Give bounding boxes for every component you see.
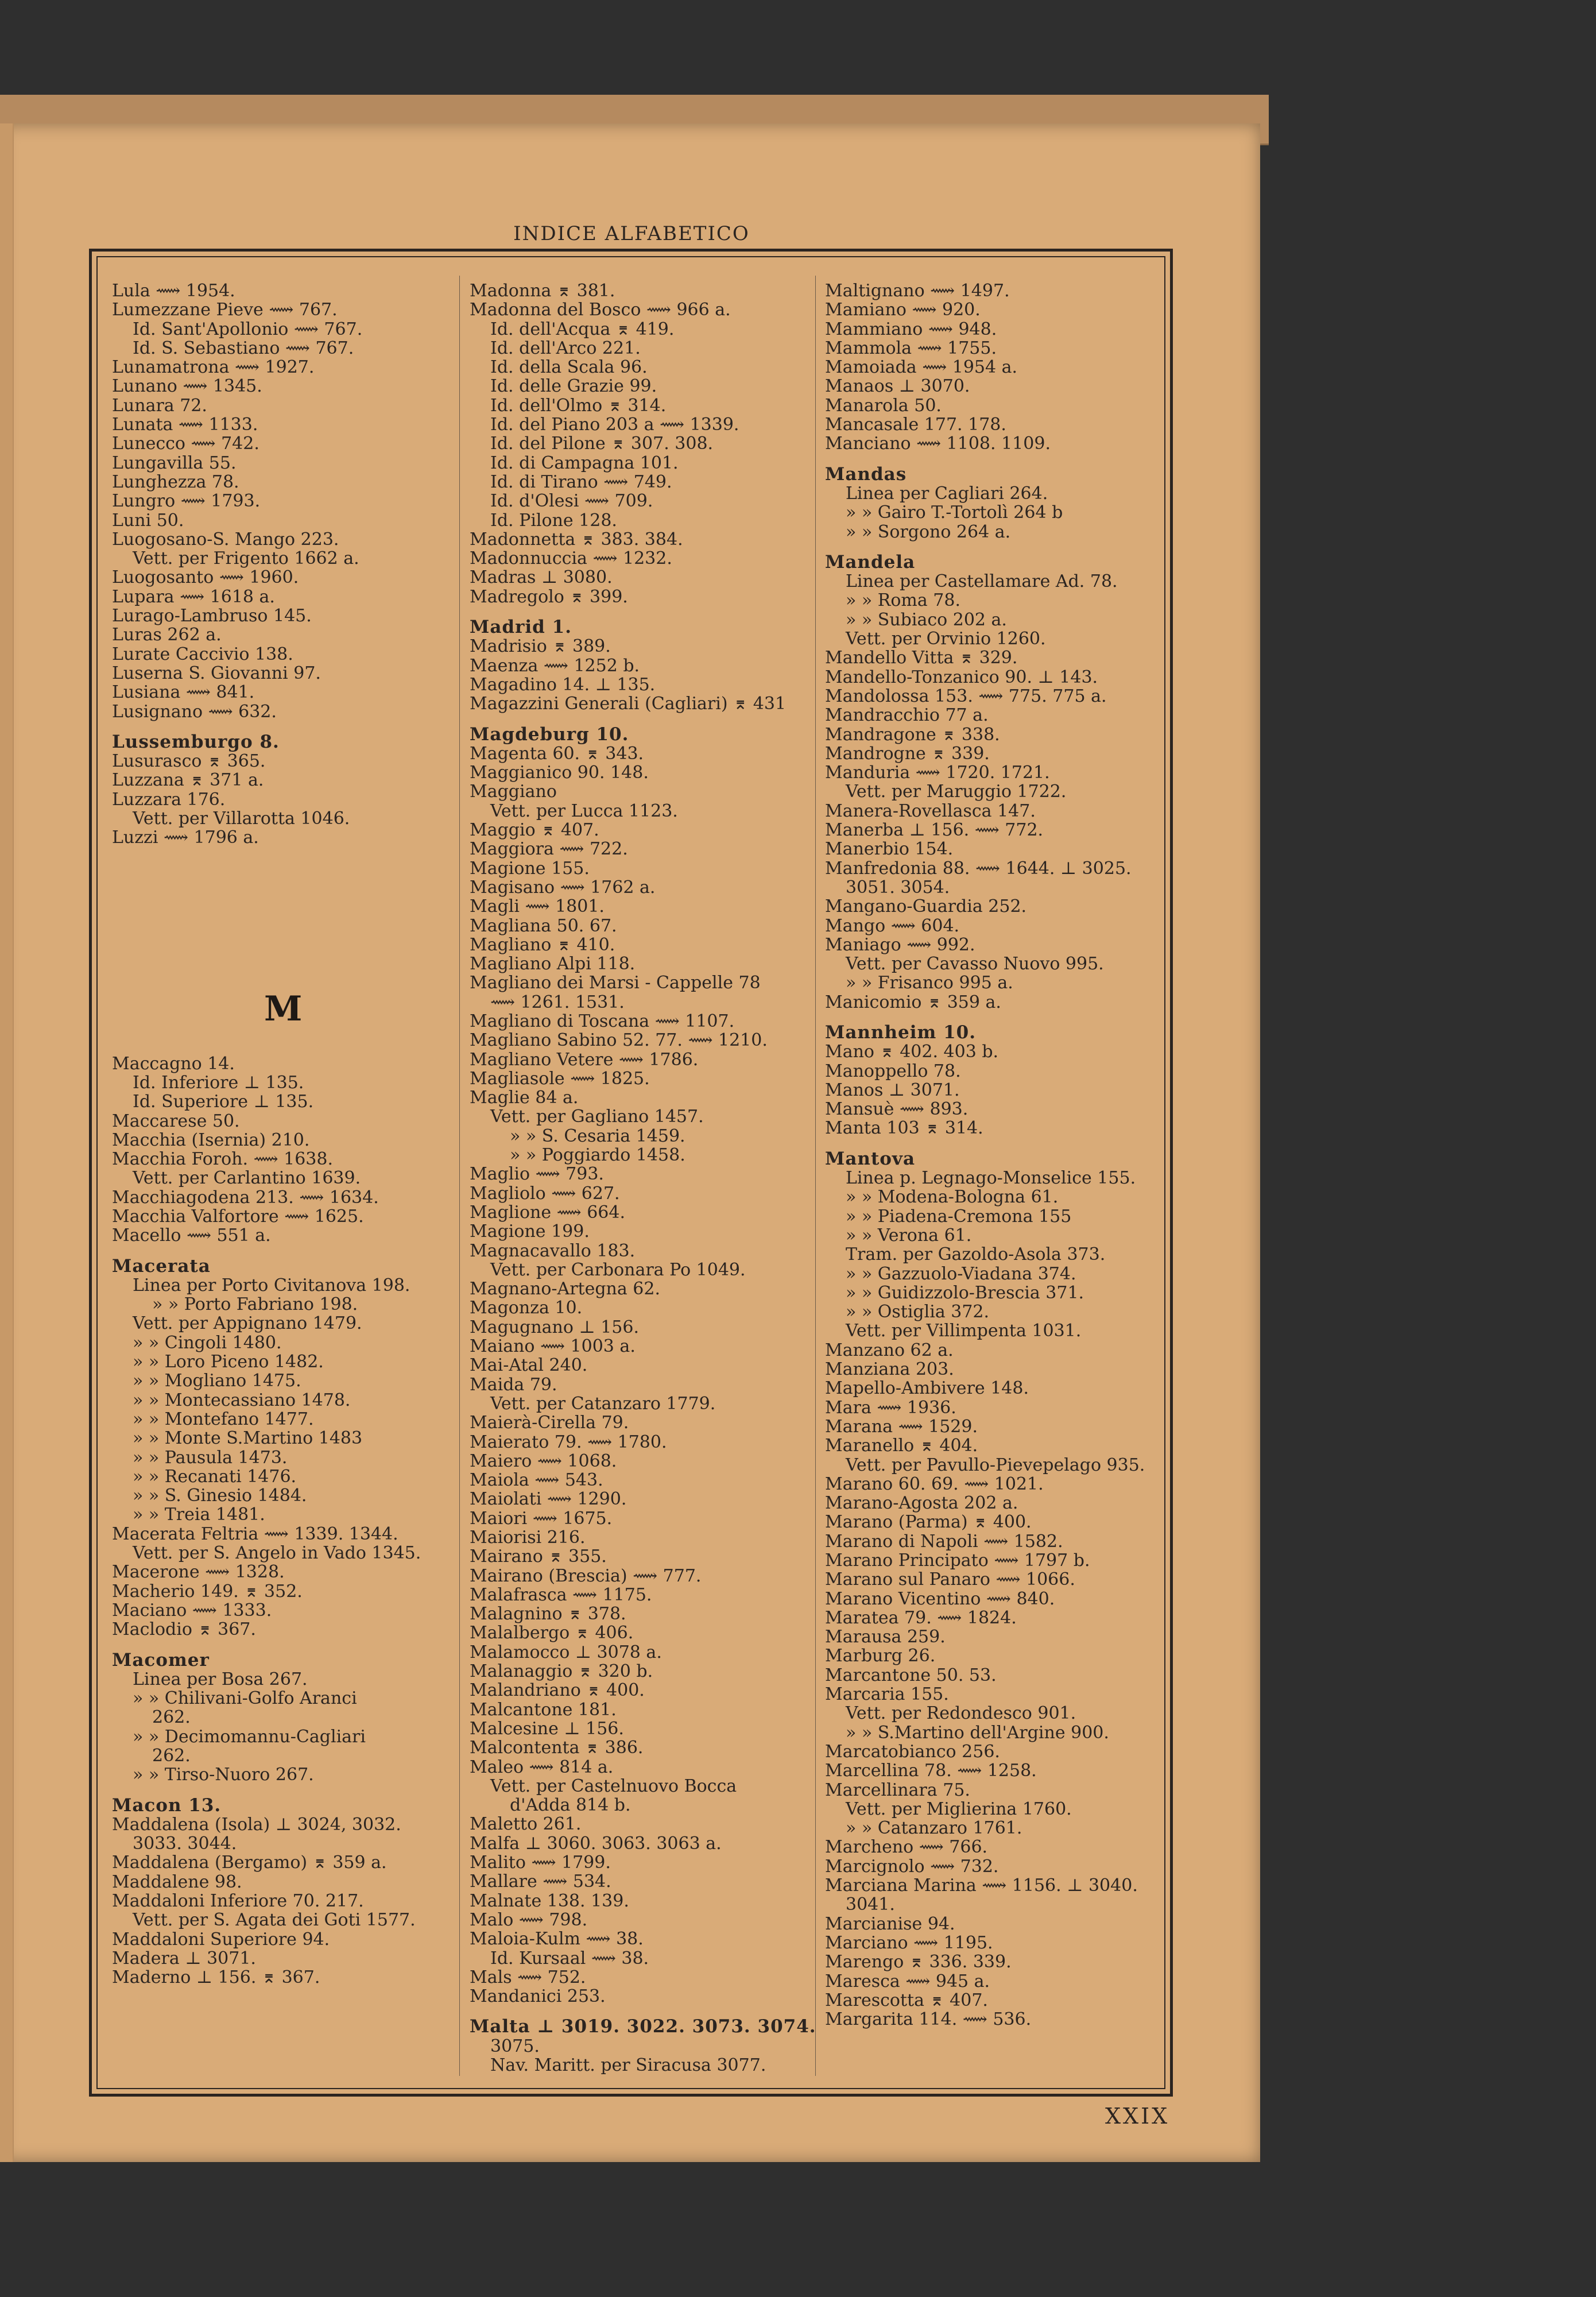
index-entry: Vett. per Carlantino 1639. (133, 1168, 361, 1189)
index-entry: Mandrogne ⌆ 339. (825, 743, 990, 764)
index-entry: Maloia-Kulm ⟿ 38. (470, 1929, 644, 1950)
index-entry: Magliasole ⟿ 1825. (470, 1068, 650, 1089)
index-entry: Linea per Castellamare Ad. 78. (846, 571, 1118, 592)
index-entry: Lunata ⟿ 1133. (112, 415, 258, 435)
index-entry: Luogosano-S. Mango 223. (112, 529, 339, 550)
index-entry: Marengo ⌆ 336. 339. (825, 1952, 1012, 1973)
index-entry: Mai-Atal 240. (470, 1355, 588, 1376)
index-entry: Luserna S. Giovanni 97. (112, 663, 321, 683)
index-entry: Marcaria 155. (825, 1684, 949, 1705)
index-entry: Maratea 79. ⟿ 1824. (825, 1607, 1017, 1628)
index-entry: Maderno ⊥ 156. ⌆ 367. (112, 1967, 320, 1988)
index-entry: Manerba ⊥ 156. ⟿ 772. (825, 820, 1044, 841)
index-entry: Malalbergo ⌆ 406. (470, 1623, 634, 1644)
index-entry: Mandas (825, 463, 907, 485)
index-entry: Mano ⌆ 402. 403 b. (825, 1042, 999, 1062)
index-entry: Malamocco ⊥ 3078 a. (470, 1642, 662, 1662)
index-entry: » » S. Cesaria 1459. (510, 1126, 685, 1146)
index-entry: Nav. Maritt. per Siracusa 3077. (490, 2055, 766, 2076)
index-entry: Maiero ⟿ 1068. (470, 1451, 617, 1471)
index-entry: Marcianise 94. (825, 1913, 955, 1934)
index-entry: Id. del Pilone ⌆ 307. 308. (490, 434, 714, 454)
entry-group (825, 553, 1158, 1012)
entry-group (470, 281, 803, 606)
index-entry: » » Poggiardo 1458. (510, 1145, 685, 1166)
index-entry: Mairano (Brescia) ⟿ 777. (470, 1565, 702, 1586)
index-entry: Maddalena (Bergamo) ⌆ 359 a. (112, 1853, 387, 1873)
index-entry: Id. di Campagna 101. (490, 453, 679, 473)
index-entry: Mara ⟿ 1936. (825, 1397, 956, 1418)
index-entry: Maiorisi 216. (470, 1528, 586, 1548)
index-entry: Id. del Piano 203 a ⟿ 1339. (490, 415, 739, 435)
index-entry: Macerone ⟿ 1328. (112, 1562, 285, 1583)
index-entry: Magliano dei Marsi - Cappelle 78 (470, 973, 761, 993)
index-entry: d'Adda 814 b. (510, 1795, 631, 1816)
index-entry: Manera-Rovellasca 147. (825, 801, 1036, 821)
index-entry: » » Gazzuolo-Viadana 374. (846, 1263, 1076, 1284)
index-entry: » » S.Martino dell'Argine 900. (846, 1722, 1109, 1743)
index-entry: 3075. (490, 2036, 540, 2056)
index-entry: Luzzi ⟿ 1796 a. (112, 827, 259, 848)
index-entry: Marcignolo ⟿ 732. (825, 1856, 999, 1877)
entry-group (825, 1150, 1158, 2029)
index-entry: Marausa 259. (825, 1627, 946, 1648)
index-entry: Id. Kursaal ⟿ 38. (490, 1948, 649, 1969)
index-entry: Mandela (825, 551, 916, 573)
index-entry: » » Monte S.Martino 1483 (133, 1428, 363, 1449)
index-entry: Macchia (Isernia) 210. (112, 1130, 310, 1150)
index-entry: Madras ⊥ 3080. (470, 567, 613, 588)
index-entry: Maierà-Cirella 79. (470, 1413, 629, 1433)
index-entry: » » Sorgono 264 a. (846, 521, 1011, 542)
index-entry: Id. d'Olesi ⟿ 709. (490, 491, 653, 512)
index-entry: Manaos ⊥ 3070. (825, 376, 970, 397)
index-entry: Marano (Parma) ⌆ 400. (825, 1512, 1032, 1533)
index-entry: Manta 103 ⌆ 314. (825, 1118, 983, 1139)
index-entry: Macon 13. (112, 1795, 222, 1816)
index-entry: Margarita 114. ⟿ 536. (825, 2009, 1032, 2030)
entry-group (112, 1054, 445, 1246)
index-entry: Lussemburgo 8. (112, 731, 280, 752)
index-entry: Manduria ⟿ 1720. 1721. (825, 763, 1050, 783)
index-entry: Magliano ⌆ 410. (470, 934, 615, 955)
index-entry: Macerata (112, 1255, 211, 1277)
index-entry: » » Gairo T.-Tortolì 264 b (846, 502, 1063, 523)
index-entry: Vett. per Cavasso Nuovo 995. (846, 954, 1104, 975)
index-entry: Maierato 79. ⟿ 1780. (470, 1432, 667, 1452)
index-entry: Magenta 60. ⌆ 343. (470, 743, 644, 764)
index-entry: » » Loro Piceno 1482. (133, 1352, 324, 1372)
index-entry: 3041. (846, 1894, 895, 1915)
index-entry: Vett. per Miglierina 1760. (846, 1799, 1072, 1819)
index-entry: 3033. 3044. (133, 1834, 237, 1854)
index-entry: Vett. per S. Angelo in Vado 1345. (133, 1543, 421, 1564)
index-entry: » » Treia 1481. (133, 1505, 265, 1525)
index-entry: Maletto 261. (470, 1814, 582, 1835)
index-entry: » » Montefano 1477. (133, 1409, 314, 1429)
index-entry: Magnano-Artegna 62. (470, 1279, 661, 1300)
index-entry: » » Mogliano 1475. (133, 1371, 301, 1391)
index-entry: Mandello Vitta ⌆ 329. (825, 648, 1018, 668)
index-entry: Malcantone 181. (470, 1699, 617, 1720)
index-entry: Id. dell'Olmo ⌆ 314. (490, 395, 667, 416)
index-entry: Marcellinara 75. (825, 1780, 970, 1800)
index-entry: Maglie 84 a. (470, 1088, 579, 1108)
index-entry: Maniago ⟿ 992. (825, 934, 975, 955)
index-entry: Id. di Tirano ⟿ 749. (490, 471, 672, 492)
index-entry: Malanaggio ⌆ 320 b. (470, 1661, 653, 1682)
entry-group (825, 281, 1158, 454)
index-entry: Malito ⟿ 1799. (470, 1853, 611, 1873)
index-entry: Id. delle Grazie 99. (490, 376, 657, 397)
index-entry: Id. S. Sebastiano ⟿ 767. (133, 338, 354, 358)
index-entry: Marana ⟿ 1529. (825, 1416, 978, 1437)
index-entry: » » Guidizzolo-Brescia 371. (846, 1282, 1084, 1303)
index-entry: Macerata Feltria ⟿ 1339. 1344. (112, 1523, 398, 1544)
index-entry: Mals ⟿ 752. (470, 1967, 586, 1987)
index-entry: Maiano ⟿ 1003 a. (470, 1336, 636, 1357)
index-entry: Maida 79. (470, 1374, 557, 1395)
index-entry: Lusurasco ⌆ 365. (112, 751, 266, 772)
index-entry: Mangano-Guardia 252. (825, 896, 1027, 917)
column-separator (459, 276, 460, 2076)
index-entry: Maleo ⟿ 814 a. (470, 1757, 614, 1777)
index-entry: Manicomio ⌆ 359 a. (825, 992, 1001, 1012)
index-entry: Marburg 26. (825, 1646, 936, 1666)
index-entry: Lumezzane Pieve ⟿ 767. (112, 300, 338, 320)
index-entry: Lunghezza 78. (112, 471, 239, 492)
index-entry: Vett. per Villarotta 1046. (133, 809, 350, 829)
index-entry: Malcesine ⊥ 156. (470, 1718, 624, 1739)
index-entry: Id. della Scala 96. (490, 357, 648, 378)
index-entry: Mamoiada ⟿ 1954 a. (825, 357, 1018, 378)
index-entry: » » Piadena-Cremona 155 (846, 1206, 1072, 1227)
entry-group (470, 725, 803, 2006)
index-entry: Maglione ⟿ 664. (470, 1202, 626, 1223)
index-entry: 262. (152, 1707, 191, 1728)
index-entry: Vett. per Redondesco 901. (846, 1703, 1076, 1724)
index-entry: Malo ⟿ 798. (470, 1909, 588, 1930)
index-entry: Madonna del Bosco ⟿ 966 a. (470, 300, 731, 320)
index-entry: Marciano ⟿ 1195. (825, 1932, 993, 1953)
index-entry: Marcheno ⟿ 766. (825, 1837, 988, 1858)
index-entry: Vett. per Lucca 1123. (490, 801, 678, 821)
index-entry: Maccagno 14. (112, 1053, 235, 1074)
index-entry: Mango ⟿ 604. (825, 915, 960, 936)
index-entry: » » Cingoli 1480. (133, 1332, 282, 1353)
index-entry: Maresca ⟿ 945 a. (825, 1971, 990, 1991)
index-entry: Manarola 50. (825, 395, 942, 416)
index-entry: Lunecco ⟿ 742. (112, 434, 259, 454)
column-3 (825, 281, 1158, 2029)
index-entry: Malfa ⊥ 3060. 3063. 3063 a. (470, 1833, 722, 1854)
index-entry: Malandriano ⌆ 400. (470, 1680, 645, 1701)
index-entry: Maclodio ⌆ 367. (112, 1619, 256, 1640)
index-entry: Macello ⟿ 551 a. (112, 1225, 271, 1246)
index-entry: Id. Superiore ⊥ 135. (133, 1092, 314, 1112)
index-entry: Mannheim 10. (825, 1022, 977, 1043)
index-entry: Luni 50. (112, 510, 184, 531)
index-entry: » » Decimomannu-Cagliari (133, 1726, 366, 1747)
index-entry: » » Verona 61. (846, 1225, 972, 1246)
index-entry: Maggiora ⟿ 722. (470, 839, 628, 860)
index-entry: Magliano Vetere ⟿ 1786. (470, 1049, 699, 1070)
index-entry: » » Porto Fabriano 198. (152, 1294, 358, 1315)
index-entry: Malagnino ⌆ 378. (470, 1604, 626, 1625)
index-entry: Mandracchio 77 a. (825, 705, 989, 726)
entry-group (112, 1796, 445, 1987)
page-header: INDICE ALFABETICO (513, 222, 750, 245)
index-entry: Lula ⟿ 1954. (112, 281, 235, 301)
index-entry: Maggiano (470, 782, 557, 802)
index-entry: Vett. per Maruggio 1722. (846, 782, 1067, 802)
index-entry: Vett. per Frigento 1662 a. (133, 548, 359, 569)
index-entry: Marano di Napoli ⟿ 1582. (825, 1531, 1063, 1552)
index-entry: Maggianico 90. 148. (470, 763, 649, 783)
index-entry: Marciana Marina ⟿ 1156. ⊥ 3040. (825, 1876, 1138, 1896)
index-entry: » » Tirso-Nuoro 267. (133, 1765, 314, 1785)
index-entry: Magisano ⟿ 1762 a. (470, 877, 656, 898)
index-entry: Macchiagodena 213. ⟿ 1634. (112, 1187, 379, 1208)
index-entry: Lungro ⟿ 1793. (112, 491, 261, 512)
index-entry: Magliano Alpi 118. (470, 954, 636, 975)
index-entry: Vett. per Castelnuovo Bocca (490, 1776, 737, 1796)
index-entry: Linea per Porto Civitanova 198. (133, 1275, 410, 1296)
index-entry: Mancasale 177. 178. (825, 415, 1006, 435)
index-entry: Manerbio 154. (825, 839, 954, 860)
column-2 (470, 281, 816, 2076)
index-entry: Malta ⊥ 3019. 3022. 3073. 3074. (470, 2016, 816, 2037)
index-entry: Magadino 14. ⊥ 135. (470, 674, 656, 695)
index-entry: Mandragone ⌆ 338. (825, 724, 1000, 745)
index-entry: Maciano ⟿ 1333. (112, 1600, 272, 1621)
index-entry: Magliana 50. 67. (470, 915, 617, 936)
entry-group (825, 1023, 1158, 1138)
index-entry: Mammiano ⟿ 948. (825, 319, 997, 339)
index-entry: Lunara 72. (112, 395, 207, 416)
index-entry: Madonna ⌆ 381. (470, 281, 615, 301)
index-entry: Magli ⟿ 1801. (470, 896, 605, 917)
index-entry: Maddalene 98. (112, 1871, 242, 1892)
index-entry: Macomer (112, 1649, 210, 1670)
index-entry: Marcatobianco 256. (825, 1741, 1000, 1762)
page-number: XXIX (1105, 2103, 1170, 2129)
index-entry: Magliano di Toscana ⟿ 1107. (470, 1011, 735, 1031)
index-entry: Magnacavallo 183. (470, 1240, 636, 1261)
index-entry: Lungavilla 55. (112, 453, 237, 473)
entry-group (470, 2016, 816, 2076)
index-entry: Vett. per Gagliano 1457. (490, 1107, 704, 1127)
index-entry: » » Subiaco 202 a. (846, 609, 1007, 630)
index-entry: Magione 199. (470, 1221, 590, 1242)
index-entry: Madonnuccia ⟿ 1232. (470, 548, 672, 569)
index-entry: Malnate 138. 139. (470, 1890, 629, 1911)
index-entry: Mallare ⟿ 534. (470, 1871, 611, 1892)
index-entry: Mammola ⟿ 1755. (825, 338, 997, 358)
section-letter: M (264, 989, 303, 1029)
index-entry: Macchia Foroh. ⟿ 1638. (112, 1149, 334, 1170)
index-entry: Maglio ⟿ 793. (470, 1164, 604, 1185)
index-entry: » » Roma 78. (846, 590, 961, 611)
index-entry: Vett. per Appignano 1479. (133, 1313, 362, 1334)
index-entry: Mandolossa 153. ⟿ 775. 775 a. (825, 686, 1107, 706)
index-entry: Maccarese 50. (112, 1111, 240, 1131)
index-entry: Maiolati ⟿ 1290. (470, 1489, 627, 1510)
index-entry: Tram. per Gazoldo-Asola 373. (846, 1244, 1106, 1265)
index-entry: » » Montecassiano 1478. (133, 1390, 351, 1410)
index-entry: Lusiana ⟿ 841. (112, 682, 255, 703)
index-entry: Id. Sant'Apollonio ⟿ 767. (133, 319, 363, 339)
index-entry: Mandanici 253. (470, 1986, 606, 2007)
index-entry: Marescotta ⌆ 407. (825, 1990, 988, 2010)
index-entry: Vett. per S. Agata dei Goti 1577. (133, 1910, 416, 1931)
index-entry: Manciano ⟿ 1108. 1109. (825, 434, 1051, 454)
index-entry: Luogosanto ⟿ 1960. (112, 567, 299, 588)
index-entry: Maltignano ⟿ 1497. (825, 281, 1010, 301)
index-entry: Maiori ⟿ 1675. (470, 1508, 613, 1529)
index-entry: Marcellina 78. ⟿ 1258. (825, 1761, 1037, 1781)
index-entry: Vett. per Villimpenta 1031. (846, 1321, 1082, 1341)
index-entry: Malafrasca ⟿ 1175. (470, 1584, 652, 1605)
index-entry: Marano Vicentino ⟿ 840. (825, 1588, 1055, 1609)
index-entry: Maranello ⌆ 404. (825, 1436, 978, 1456)
index-entry: » » Frisanco 995 a. (846, 973, 1013, 993)
index-entry: Luras 262 a. (112, 625, 222, 645)
index-entry: Mapello-Ambivere 148. (825, 1378, 1029, 1399)
index-entry: » » Recanati 1476. (133, 1466, 297, 1487)
index-entry: Lurago-Lambruso 145. (112, 606, 312, 627)
index-entry: » » Catanzaro 1761. (846, 1818, 1022, 1839)
index-entry: Mantova (825, 1148, 916, 1169)
index-entry: Marano sul Panaro ⟿ 1066. (825, 1569, 1075, 1590)
index-entry: Vett. per Catanzaro 1779. (490, 1393, 716, 1414)
index-entry: Magdeburg 10. (470, 724, 629, 745)
index-entry: 262. (152, 1746, 191, 1766)
column-separator (815, 276, 816, 2076)
index-entry: Manzano 62 a. (825, 1340, 954, 1360)
index-entry: Lunano ⟿ 1345. (112, 376, 262, 397)
index-entry: Madregolo ⌆ 399. (470, 586, 628, 607)
index-entry: » » Ostiglia 372. (846, 1302, 990, 1322)
index-entry: Id. Inferiore ⊥ 135. (133, 1072, 304, 1093)
index-entry: Magliolo ⟿ 627. (470, 1183, 620, 1204)
index-entry: Magugnano ⊥ 156. (470, 1317, 640, 1337)
index-entry: Maddaloni Superiore 94. (112, 1929, 330, 1950)
index-entry: Lusignano ⟿ 632. (112, 701, 277, 722)
index-entry: Malcontenta ⌆ 386. (470, 1738, 644, 1758)
index-entry: » » Modena-Bologna 61. (846, 1187, 1059, 1208)
index-entry: Madonnetta ⌆ 383. 384. (470, 529, 683, 550)
index-entry: Id. dell'Arco 221. (490, 338, 641, 358)
index-entry: Luzzana ⌆ 371 a. (112, 770, 264, 791)
index-entry: Macchia Valfortore ⟿ 1625. (112, 1206, 364, 1227)
column-1 (112, 281, 445, 1987)
index-entry: Maiola ⟿ 543. (470, 1470, 603, 1491)
index-entry: Lunamatrona ⟿ 1927. (112, 357, 315, 378)
index-entry: Vett. per Carbonara Po 1049. (490, 1259, 746, 1280)
index-entry: Madrisio ⌆ 389. (470, 636, 611, 657)
index-entry: Marano 60. 69. ⟿ 1021. (825, 1474, 1044, 1494)
index-entry: Marano Principato ⟿ 1797 b. (825, 1550, 1090, 1571)
index-entry: » » S. Ginesio 1484. (133, 1486, 307, 1506)
entry-group (112, 1651, 445, 1785)
index-entry: » » Pausula 1473. (133, 1447, 288, 1468)
index-entry: Maddaloni Inferiore 70. 217. (112, 1891, 364, 1912)
index-entry: Magonza 10. (470, 1298, 583, 1318)
index-entry: Mansuè ⟿ 893. (825, 1099, 969, 1120)
index-entry: Mandello-Tonzanico 90. ⊥ 143. (825, 667, 1098, 687)
index-entry: Mairano ⌆ 355. (470, 1546, 607, 1567)
entry-group (112, 281, 445, 721)
index-entry: Madrid 1. (470, 617, 572, 638)
index-entry: Manoppello 78. (825, 1061, 961, 1081)
index-entry: Macherio 149. ⌆ 352. (112, 1581, 303, 1602)
index-entry: Manziana 203. (825, 1359, 954, 1380)
index-entry: Madera ⊥ 3071. (112, 1948, 256, 1969)
index-entry: Maggio ⌆ 407. (470, 820, 599, 841)
index-entry: Marcantone 50. 53. (825, 1665, 997, 1685)
index-entry: » » Chilivani-Golfo Aranci (133, 1688, 357, 1709)
index-entry: Linea per Bosa 267. (133, 1669, 308, 1689)
index-entry: Id. Pilone 128. (490, 510, 617, 531)
index-entry: Lurate Caccivio 138. (112, 644, 293, 664)
index-entry: Manos ⊥ 3071. (825, 1080, 960, 1100)
entry-group (470, 618, 803, 713)
index-entry: Marano-Agosta 202 a. (825, 1493, 1018, 1514)
index-entry: Manfredonia 88. ⟿ 1644. ⊥ 3025. (825, 858, 1132, 879)
index-entry: 3051. 3054. (846, 877, 950, 898)
index-entry: Vett. per Pavullo-Pievepelago 935. (846, 1455, 1145, 1475)
index-entry: Id. dell'Acqua ⌆ 419. (490, 319, 675, 339)
index-entry: Vett. per Orvinio 1260. (846, 629, 1046, 649)
index-entry: Mamiano ⟿ 920. (825, 300, 981, 320)
index-entry: Linea per Cagliari 264. (846, 483, 1048, 504)
index-entry: Magazzini Generali (Cagliari) ⌆ 431 (470, 694, 787, 714)
index-entry: ⟿ 1261. 1531. (490, 992, 625, 1012)
index-entry: Magliano Sabino 52. 77. ⟿ 1210. (470, 1030, 768, 1051)
index-entry: Magione 155. (470, 858, 590, 879)
index-entry: Lupara ⟿ 1618 a. (112, 586, 275, 607)
entry-group (112, 1257, 445, 1639)
index-entry: Maddalena (Isola) ⊥ 3024, 3032. (112, 1814, 401, 1835)
page-binding (0, 123, 14, 2162)
index-entry: Linea p. Legnago-Monselice 155. (846, 1168, 1136, 1189)
index-entry: Maenza ⟿ 1252 b. (470, 655, 640, 676)
entry-group (825, 465, 1158, 542)
entry-group (112, 733, 445, 848)
index-entry: Luzzara 176. (112, 789, 226, 810)
